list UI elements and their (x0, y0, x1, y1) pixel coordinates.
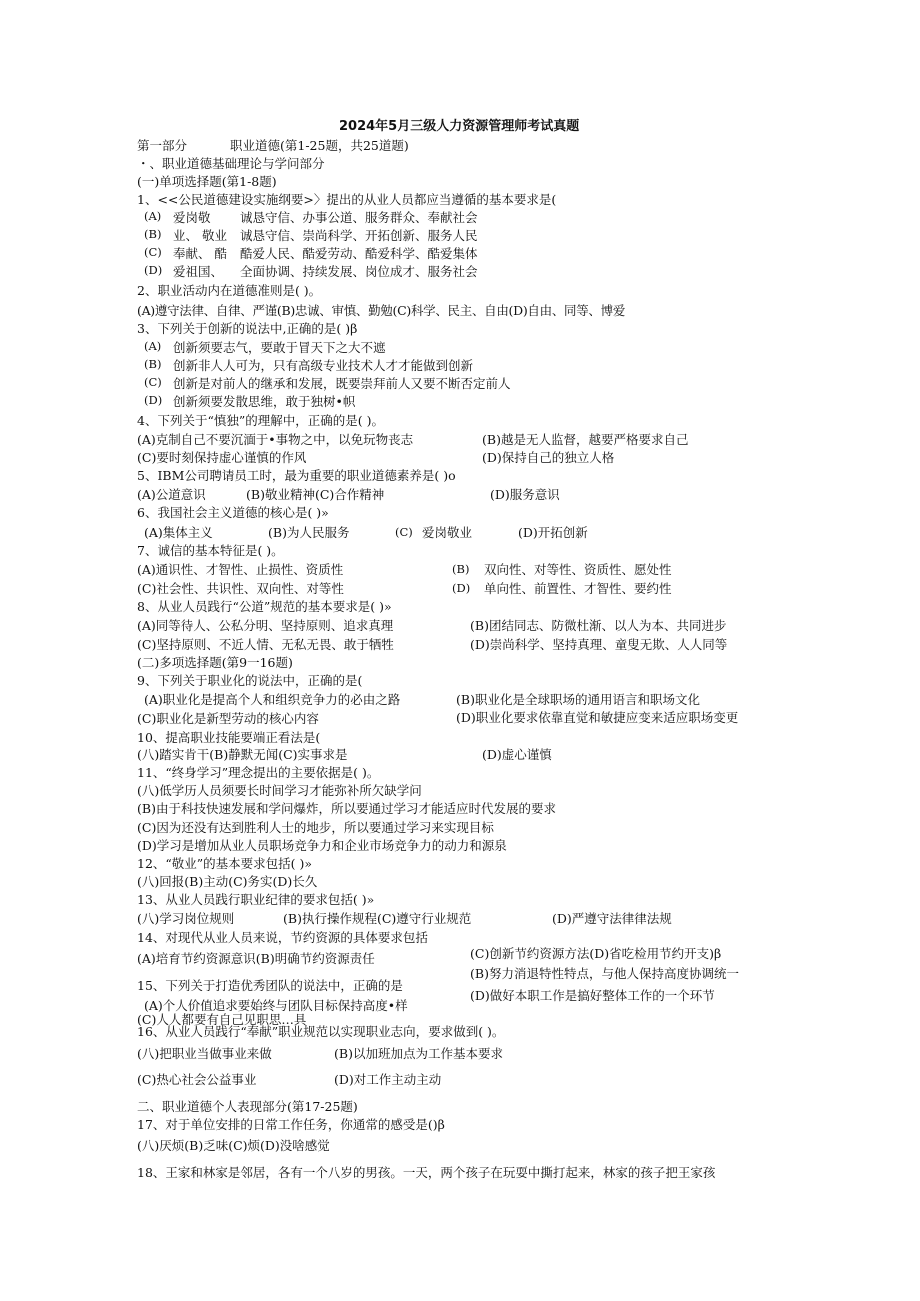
subsection2-heading: (二)多项选择题(第9一16题) (137, 655, 293, 670)
q15-option-d: (D)做好本职工作是搞好整体工作的一个环节 (470, 988, 715, 1003)
q1-option-a-mark: (A) (144, 209, 162, 223)
q10-option-abc: (八)踏实肯干(B)静默无闻(C)实事求是 (137, 747, 348, 762)
q3-option-b: 创新非人人可为，只有高级专业技术人才才能做到创新 (173, 358, 474, 373)
q3-option-a-mark: (A) (144, 339, 162, 353)
q13-option-bc: (B)执行操作规程(C)遵守行业规范 (283, 911, 472, 926)
q16-option-d: (D)对工作主动主动 (334, 1072, 442, 1087)
q3-option-c: 创新是对前人的继承和发展，既要崇拜前人又要不断否定前人 (173, 376, 511, 391)
q4-stem: 4、下列关于“慎独”的理解中，正确的是( )。 (137, 413, 384, 428)
q9-option-b: (B)职业化是全球职场的通用语言和职场文化 (456, 692, 700, 707)
q4-option-d: (D)保持自己的独立人格 (482, 450, 615, 465)
subsection1-heading: (一)单项选择题(第1-8题) (137, 174, 277, 189)
q16-option-a: (八)把职业当做事业来做 (137, 1046, 272, 1061)
q8-option-d: (D)崇尚科学、坚持真理、童叟无欺、人人同等 (470, 637, 728, 652)
q6-option-c: 爱岗敬业 (422, 525, 473, 540)
q6-option-a: (A)集体主义 (144, 525, 213, 540)
q6-option-d: (D)开拓创新 (518, 525, 588, 540)
q1-option-b-right: 诚恳守信、崇尚科学、开拓创新、服务人民 (240, 228, 478, 243)
q5-option-bc: (B)敬业精神(C)合作精神 (246, 487, 385, 502)
q17-stem: 17、对于单位安排的日常工作任务，你通常的感受是()β (137, 1117, 445, 1132)
q1-stem: 1、<<公民道德建设实施纲要>〉提出的从业人员都应当遵循的基本要求是( (137, 192, 557, 207)
q6-option-c-mark: (C) (395, 525, 413, 539)
q3-stem: 3、下列关于创新的说法中,正确的是( )β (137, 321, 358, 336)
q5-option-a: (A)公道意识 (137, 487, 206, 502)
q7-option-b: 双向性、对等性、资质性、愿处性 (484, 562, 672, 577)
q9-option-d: (D)职业化要求依靠直觉和敏捷应变来适应职场变更 (456, 710, 739, 725)
q1-option-c-left: 奉献、 酷 (173, 246, 227, 261)
q11-option-b: (B)由于科技快速发展和学问爆炸，所以要通过学习才能适应时代发展的要求 (137, 801, 556, 816)
q15-stem: 15、下列关于打造优秀团队的说法中，正确的是 (137, 978, 403, 993)
q5-stem: 5、IBM公司聘请员工时，最为重要的职业道德素养是( )o (137, 468, 456, 483)
q8-option-c: (C)坚持原则、不近人情、无私无畏、敢于牺牲 (137, 637, 394, 652)
q4-option-c: (C)要时刻保持虚心谨慎的作风 (137, 450, 307, 465)
q15-option-a: (A)个人价值追求要始终与团队目标保持高度•样 (144, 998, 408, 1013)
q9-option-c: (C)职业化是新型劳动的核心内容 (137, 711, 319, 726)
q3-option-d-mark: (D) (144, 393, 163, 407)
q4-option-b: (B)越是无人监督，越要严格要求自己 (482, 432, 689, 447)
q13-option-d: (D)严遵守法律律法规 (552, 911, 672, 926)
q9-option-a: (A)职业化是提高个人和组织竞争力的必由之路 (144, 692, 401, 707)
q15-option-c-clipped: (C)人人都要有自己见职思…具 (137, 1012, 307, 1027)
q15-option-c-clipped-wrapper (137, 1012, 517, 1027)
q7-option-a: (A)通识性、才智性、止损性、资质性 (137, 562, 344, 577)
q12-options: (八)回报(B)主动(C)务实(D)长久 (137, 874, 318, 889)
q8-stem: 8、从业人员践行“公道”规范的基本要求是( )» (137, 599, 392, 614)
q8-option-b: (B)团结同志、防微杜渐、以人为本、共同进步 (470, 618, 727, 633)
q4-option-a: (A)克制自己不要沉湎于•事物之中，以免玩物丧志 (137, 432, 414, 447)
q7-option-d-mark: (D) (452, 581, 471, 595)
q16-option-b: (B)以加班加点为工作基本要求 (334, 1046, 503, 1061)
q7-option-c: (C)社会性、共识性、双向性、对等性 (137, 581, 344, 596)
q16-stem: 16、从业人员践行“奉献”职业规范以实现职业志向，要求做到( )。 (137, 1024, 505, 1039)
q14-option-ab: (A)培育节约资源意识(B)明确节约资源责任 (137, 951, 375, 966)
q1-option-c-right: 酷爱人民、酷爱劳动、酷爱科学、酷爱集体 (240, 246, 478, 261)
q5-option-d: (D)服务意识 (490, 487, 560, 502)
q14-stem: 14、对现代从业人员来说，节约资源的具体要求包括 (137, 930, 428, 945)
q2-stem: 2、职业活动内在道德准则是( )。 (137, 283, 322, 298)
q3-option-c-mark: (C) (144, 375, 162, 389)
part1-title: 职业道德(第1-25题，共25道题) (230, 138, 409, 153)
q16-option-c: (C)热心社会公益事业 (137, 1072, 257, 1087)
q6-option-b: (B)为人民服务 (268, 525, 350, 540)
q8-option-a: (A)同等待人、公私分明、坚持原则、追求真理 (137, 618, 394, 633)
q11-option-c: (C)因为还没有达到胜利人士的地步，所以要通过学习来实现目标 (137, 820, 494, 835)
q1-option-b-mark: (B) (144, 227, 162, 241)
q1-option-d-right: 全面协调、持续发展、岗位成才、服务社会 (240, 264, 478, 279)
part1-label: 第一部分 (137, 138, 188, 153)
q1-option-b-left: 业、 敬业 (173, 228, 227, 243)
q11-option-d: (D)学习是增加从业人员职场竞争力和企业市场竞争力的动力和源泉 (137, 838, 507, 853)
q12-stem: 12、“敬业”的基本要求包括( )» (137, 856, 313, 871)
q1-option-d-left: 爱祖国、 (173, 264, 224, 279)
q7-stem: 7、诚信的基本特征是( )。 (137, 543, 284, 558)
q10-option-d: (D)虚心谨慎 (482, 747, 552, 762)
q3-option-b-mark: (B) (144, 357, 162, 371)
q13-stem: 13、从业人员践行职业纪律的要求包括( )» (137, 892, 375, 907)
document-title: 2024年5月三级人力资源管理师考试真题 (339, 119, 580, 134)
q13-option-a: (八)学习岗位规则 (137, 911, 235, 926)
q1-option-a-right: 诚恳守信、办事公道、服务群众、奉献社会 (240, 210, 478, 225)
q3-option-a: 创新须要志气，要敢于冒天下之大不遮 (173, 340, 386, 355)
q11-option-a: (八)低学历人员须要长时间学习才能弥补所欠缺学问 (137, 783, 422, 798)
q7-option-d: 单向性、前置性、才智性、要约性 (484, 581, 672, 596)
q6-stem: 6、我国社会主义道德的核心是( )» (137, 505, 329, 520)
q1-option-c-mark: (C) (144, 245, 162, 259)
q11-stem: 11、“终身学习”理念提出的主要依据是( )。 (137, 765, 380, 780)
q2-options: (A)遵守法律、自律、严谨(B)忠诚、审慎、勤勉(C)科学、民主、自由(D)自由、同等、博爱 (137, 303, 626, 318)
q14-option-cd: (C)创新节约资源方法(D)省吃检用节约开支)β (470, 946, 722, 961)
section2-heading: 二、职业道德个人表现部分(第17-25题) (137, 1099, 358, 1114)
q18-stem: 18、王家和林家是邻居，各有一个八岁的男孩。一天，两个孩子在玩耍中撕打起来，林家的孩子把王家孩 (137, 1165, 716, 1180)
q17-options: (八)厌烦(B)乏味(C)烦(D)没啥感觉 (137, 1138, 330, 1153)
q15-option-b: (B)努力消退特性特点，与他人保持高度协调统一 (470, 966, 739, 981)
section1-heading: ・、职业道德基础理论与学问部分 (137, 156, 325, 171)
q9-stem: 9、下列关于职业化的说法中，正确的是( (137, 673, 363, 688)
q1-option-a-left: 爱岗敬 (173, 210, 211, 225)
q1-option-d-mark: (D) (144, 263, 163, 277)
q3-option-d: 创新须要发散思维，敢于独树•帜 (173, 394, 356, 409)
q7-option-b-mark: (B) (452, 562, 470, 576)
q10-stem: 10、提高职业技能要端正看法是( (137, 730, 321, 745)
